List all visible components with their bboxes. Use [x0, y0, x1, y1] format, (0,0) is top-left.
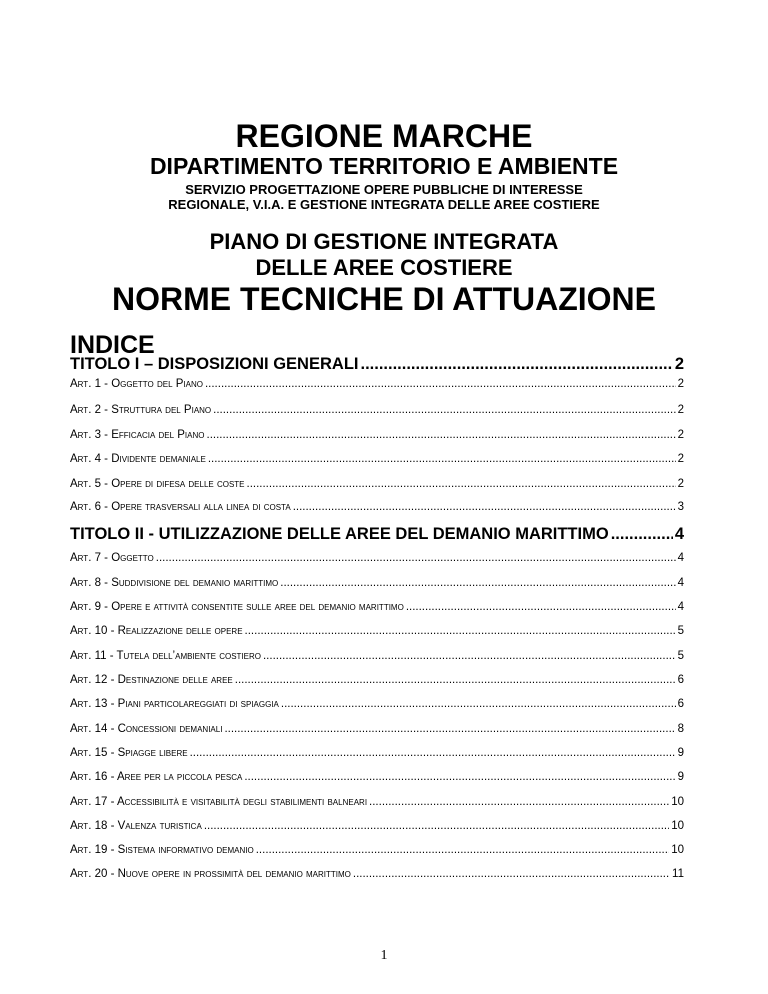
- toc-article-19[interactable]: [70, 844, 684, 860]
- dot-leader: [263, 650, 676, 662]
- dot-leader: [224, 723, 675, 735]
- toc-article-17[interactable]: [70, 796, 684, 812]
- toc-page-number: 10: [671, 796, 684, 808]
- toc-article-4[interactable]: [70, 453, 684, 469]
- toc-article-9[interactable]: [70, 601, 684, 617]
- dot-leader: [369, 796, 669, 808]
- dot-leader: [204, 820, 669, 832]
- toc-article-label: Art. 2 - Struttura del Piano: [70, 404, 212, 416]
- region-heading: REGIONE MARCHE: [235, 118, 533, 154]
- toc-article-label: Art. 18 - Valenza turistica: [70, 820, 202, 832]
- toc-article-2[interactable]: [70, 404, 684, 420]
- toc-page-number: 6: [677, 698, 684, 710]
- toc-page-number: 3: [677, 501, 684, 513]
- dot-leader: [360, 355, 672, 374]
- toc-page-number: 6: [677, 674, 684, 686]
- toc-article-20[interactable]: [70, 868, 684, 884]
- document-title: NORME TECNICHE DI ATTUAZIONE: [112, 281, 656, 317]
- toc-page-number: 9: [677, 747, 684, 759]
- toc-article-label: Art. 10 - Realizzazione delle opere: [70, 625, 243, 637]
- toc-page-number: 4: [677, 577, 684, 589]
- page-number-footer: 1: [380, 948, 388, 963]
- toc-page-number: 5: [677, 650, 684, 662]
- dot-leader: [207, 429, 676, 441]
- dot-leader: [353, 868, 670, 880]
- toc-title-label: TITOLO I – DISPOSIZIONI GENERALI: [70, 355, 359, 373]
- toc-article-15[interactable]: [70, 747, 684, 763]
- toc-page-number: 8: [677, 723, 684, 735]
- toc-article-18[interactable]: [70, 820, 684, 836]
- toc-article-5[interactable]: [70, 478, 684, 494]
- dot-leader: [247, 478, 676, 490]
- service-line-2: REGIONALE, V.I.A. E GESTIONE INTEGRATA DELLE AREE COSTIERE: [168, 197, 600, 212]
- toc-article-8[interactable]: [70, 577, 684, 593]
- toc-article-label: Art. 17 - Accessibilità e visitabilità degli stabilimenti balneari: [70, 796, 368, 808]
- toc-page-number: 9: [677, 771, 684, 783]
- dot-leader: [256, 844, 669, 856]
- toc-page-number: 11: [672, 868, 684, 880]
- toc-article-label: Art. 3 - Efficacia del Piano: [70, 429, 205, 441]
- toc-page-number: 10: [671, 820, 684, 832]
- toc-heading: INDICE: [70, 331, 155, 359]
- toc-article-label: Art. 15 - Spiagge libere: [70, 747, 188, 759]
- dot-leader: [245, 625, 676, 637]
- toc-page-number: 2: [677, 429, 684, 441]
- toc-page-number: 2: [677, 478, 684, 490]
- dot-leader: [156, 552, 676, 564]
- dot-leader: [611, 525, 673, 544]
- toc-title-label: TITOLO II - UTILIZZAZIONE DELLE AREE DEL DEMANIO MARITTIMO: [70, 525, 609, 543]
- toc-page-number: 10: [671, 844, 684, 856]
- toc-article-label: Art. 16 - Aree per la piccola pesca: [70, 771, 243, 783]
- plan-line-2: DELLE AREE COSTIERE: [255, 255, 513, 280]
- service-line-1: SERVIZIO PROGETTAZIONE OPERE PUBBLICHE DI INTERESSE: [185, 182, 583, 197]
- toc-title-1[interactable]: [70, 355, 684, 377]
- department-heading: DIPARTIMENTO TERRITORIO E AMBIENTE: [149, 153, 619, 179]
- toc-article-12[interactable]: [70, 674, 684, 690]
- plan-line-1: PIANO DI GESTIONE INTEGRATA: [209, 229, 559, 254]
- toc-article-label: Art. 1 - Oggetto del Piano: [70, 378, 203, 390]
- dot-leader: [293, 501, 676, 513]
- toc-article-6[interactable]: [70, 501, 684, 517]
- toc-title-2[interactable]: [70, 525, 684, 547]
- toc-article-label: Art. 13 - Piani particolareggiati di spiaggia: [70, 698, 279, 710]
- toc-article-3[interactable]: [70, 429, 684, 445]
- toc-article-16[interactable]: [70, 771, 684, 787]
- toc-article-label: Art. 5 - Opere di difesa delle coste: [70, 478, 245, 490]
- toc-page-number: 2: [677, 453, 684, 465]
- toc-article-1[interactable]: [70, 378, 684, 394]
- dot-leader: [406, 601, 676, 613]
- toc-article-11[interactable]: [70, 650, 684, 666]
- toc-article-label: Art. 11 - Tutela dell’ambiente costiero: [70, 650, 261, 662]
- toc-page-number: 2: [677, 404, 684, 416]
- toc-article-label: Art. 7 - Oggetto: [70, 552, 154, 564]
- toc-article-label: Art. 8 - Suddivisione del demanio marittimo: [70, 577, 279, 589]
- toc-article-14[interactable]: [70, 723, 684, 739]
- toc-article-label: Art. 12 - Destinazione delle aree: [70, 674, 233, 686]
- toc-article-label: Art. 4 - Dividente demaniale: [70, 453, 206, 465]
- toc-article-label: Art. 14 - Concessioni demaniali: [70, 723, 223, 735]
- toc-article-10[interactable]: [70, 625, 684, 641]
- dot-leader: [205, 378, 676, 390]
- toc-page-number: 4: [674, 525, 684, 543]
- toc-article-7[interactable]: [70, 552, 684, 568]
- toc-article-label: Art. 6 - Opere trasversali alla linea di costa: [70, 501, 291, 513]
- toc-article-label: Art. 20 - Nuove opere in prossimità del demanio marittimo: [70, 868, 351, 880]
- toc-page-number: 2: [674, 355, 684, 373]
- dot-leader: [281, 698, 676, 710]
- dot-leader: [213, 404, 675, 416]
- dot-leader: [235, 674, 676, 686]
- dot-leader: [280, 577, 675, 589]
- toc-article-13[interactable]: [70, 698, 684, 714]
- toc-page-number: 5: [677, 625, 684, 637]
- toc-page-number: 2: [677, 378, 684, 390]
- toc-page-number: 4: [677, 552, 684, 564]
- dot-leader: [244, 771, 675, 783]
- toc-article-label: Art. 19 - Sistema informativo demanio: [70, 844, 254, 856]
- toc-page-number: 4: [677, 601, 684, 613]
- dot-leader: [190, 747, 676, 759]
- toc-article-label: Art. 9 - Opere e attività consentite sulle aree del demanio marittimo: [70, 601, 404, 613]
- dot-leader: [208, 453, 676, 465]
